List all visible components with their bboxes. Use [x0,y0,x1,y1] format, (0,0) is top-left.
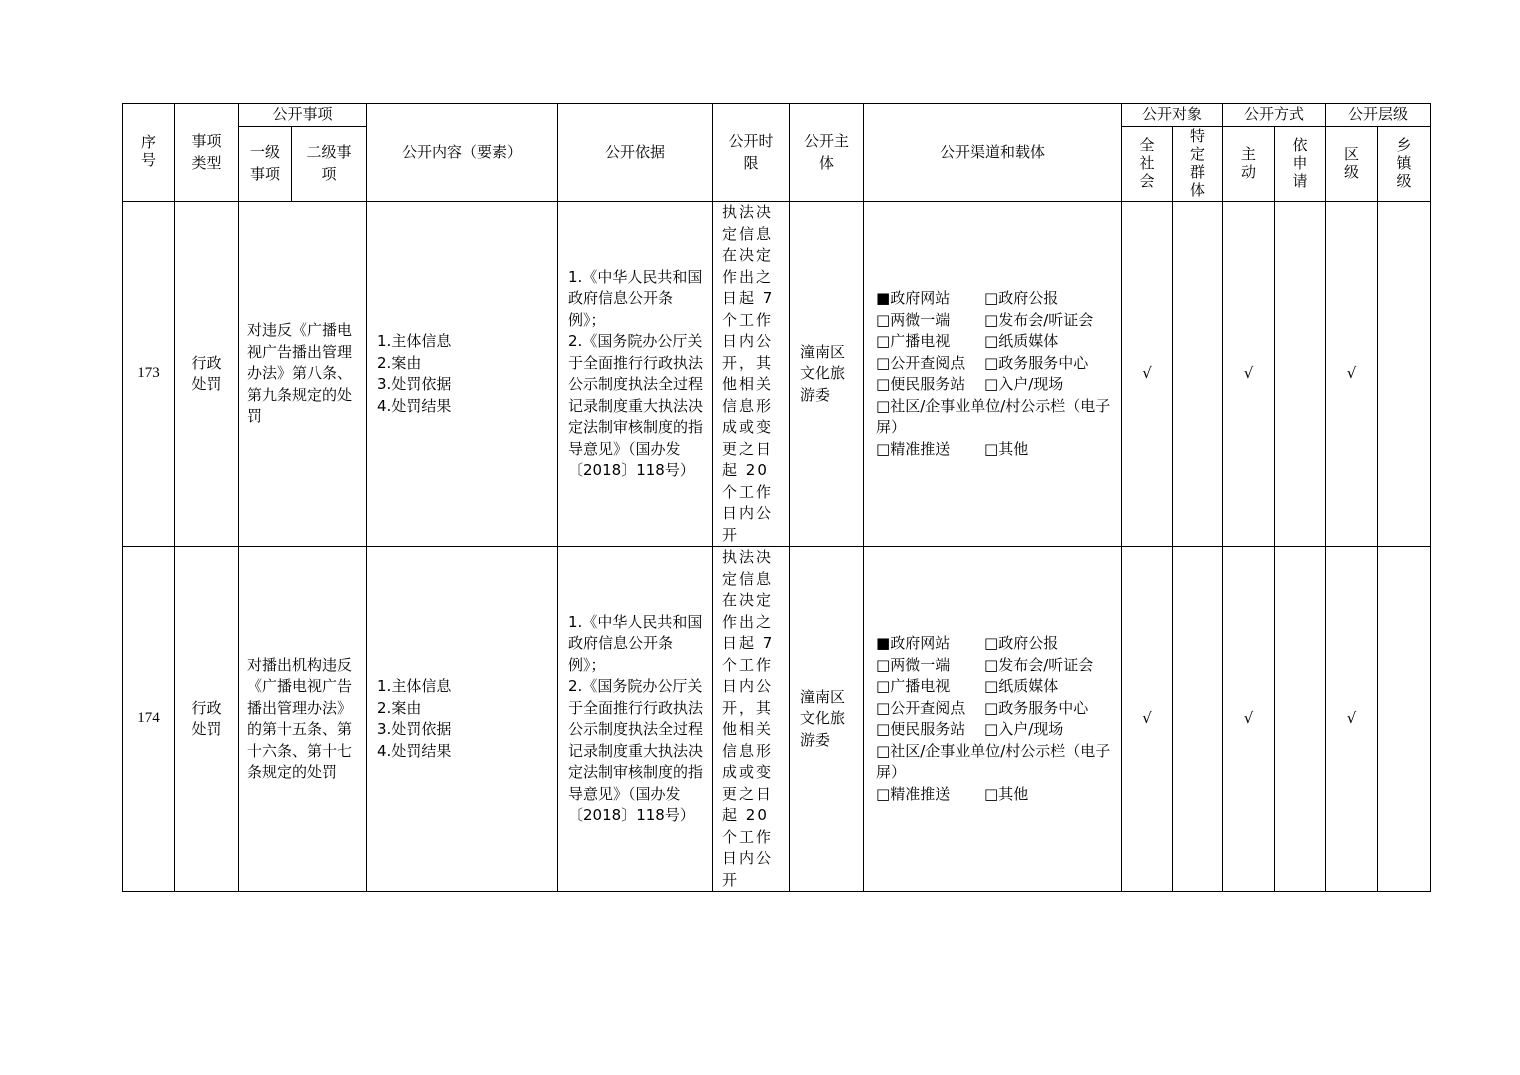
header-level-district: 区级 [1326,126,1378,202]
header-item-l1: 一级事项 [239,126,292,202]
row-level-district: √ [1326,202,1378,547]
channel-option: □入户/现场 [984,720,1064,738]
content-line: 3.处罚依据 [377,375,452,393]
row-obj-all: √ [1122,547,1173,892]
content-line: 2.案由 [377,698,422,717]
row-basis [558,202,713,547]
row-level-town [1378,547,1431,892]
header-channel: 公开渠道和载体 [864,104,1122,202]
row-level-district: √ [1326,547,1378,892]
header-time-limit: 公开时限 [713,104,790,202]
channel-option: □发布会/听证会 [984,310,1094,329]
row-item: 对违反《广播电视广告播出管理办法》第八条、第九条规定的处罚 [239,202,367,547]
channel-option: □发布会/听证会 [984,655,1094,674]
channel-option: □广播电视 [876,332,951,350]
channel-option: ■政府网站 [876,289,951,307]
row-time-limit: 执法决定信息在决定作出之日起 7 个工作日内公开，其他相关信息形成或变更之日起 20 个工作日内公开 [713,202,790,547]
disclosure-table [122,103,1431,892]
row-obj-specific [1173,547,1223,892]
channel-option: □社区/企事业单位/村公示栏（电子屏） [876,396,1111,436]
channel-option: □其他 [984,439,1029,458]
header-seq: 序号 [123,104,175,202]
channel-option: □政府公报 [984,634,1059,652]
header-method-active: 主动 [1223,126,1275,202]
row-method-active: √ [1223,202,1275,547]
row-obj-specific [1173,202,1223,547]
content-line: 2.案由 [377,353,422,372]
channel-option: □便民服务站 [876,375,966,393]
row-seq: 174 [123,547,175,892]
content-line: 3.处罚依据 [377,720,452,738]
channel-option: □政府公报 [984,289,1059,307]
row-channels [864,202,1122,547]
content-line: 4.处罚结果 [377,741,452,760]
channel-option: □政务服务中心 [984,698,1089,717]
row-seq: 173 [123,202,175,547]
header-method-request: 依申请 [1275,126,1326,202]
basis-line: 2.《国务院办公厅关于全面推行行政执法公示制度执法全过程记录制度重大执法决定法制审核制度的指导意见》（国办发〔2018〕118号） [568,677,704,824]
channel-option: □公开查阅点 [876,698,966,717]
row-subject: 潼南区文化旅游委 [790,202,864,547]
channel-option: □其他 [984,784,1029,803]
row-subject: 潼南区文化旅游委 [790,547,864,892]
table-row [123,202,1431,547]
row-item: 对播出机构违反《广播电视广告播出管理办法》的第十五条、第十六条、第十七条规定的处罚 [239,547,367,892]
row-method-request [1275,202,1326,547]
channel-option: □两微一端 [876,310,951,329]
channel-option: ■政府网站 [876,634,951,652]
content-line: 1.主体信息 [377,677,452,695]
basis-line: 2.《国务院办公厅关于全面推行行政执法公示制度执法全过程记录制度重大执法决定法制审核制度的指导意见》（国办发〔2018〕118号） [568,332,704,479]
header-type: 事项类型 [175,104,239,202]
basis-line: 1.《中华人民共和国政府信息公开条例》； [568,267,703,329]
row-time-limit: 执法决定信息在决定作出之日起 7 个工作日内公开，其他相关信息形成或变更之日起 20 个工作日内公开 [713,547,790,892]
header-item-l2: 二级事项 [292,126,367,202]
channel-option: □广播电视 [876,677,951,695]
row-method-request [1275,547,1326,892]
row-content [367,202,558,547]
header-method-group: 公开方式 [1223,104,1326,127]
row-type: 行政处罚 [175,547,239,892]
header-content: 公开内容（要素） [367,104,558,202]
channel-option: □社区/企事业单位/村公示栏（电子屏） [876,741,1111,781]
channel-option: □便民服务站 [876,720,966,738]
row-obj-all: √ [1122,202,1173,547]
content-line: 4.处罚结果 [377,396,452,415]
header-level-town: 乡镇级 [1378,126,1431,202]
row-content [367,547,558,892]
header-obj-all: 全社会 [1122,126,1173,202]
row-level-town [1378,202,1431,547]
channel-option: □精准推送 [876,784,951,803]
header-subject: 公开主体 [790,104,864,202]
channel-option: □入户/现场 [984,375,1064,393]
channel-option: □纸质媒体 [984,677,1059,695]
row-type: 行政处罚 [175,202,239,547]
channel-option: □政务服务中心 [984,353,1089,372]
channel-option: □精准推送 [876,439,951,458]
channel-option: □两微一端 [876,655,951,674]
row-basis [558,547,713,892]
header-item-group: 公开事项 [239,104,367,127]
channel-option: □纸质媒体 [984,332,1059,350]
header-level-group: 公开层级 [1326,104,1431,127]
header-basis: 公开依据 [558,104,713,202]
table-row [123,547,1431,892]
basis-line: 1.《中华人民共和国政府信息公开条例》； [568,612,703,674]
channel-option: □公开查阅点 [876,353,966,372]
header-obj-specific: 特定群体 [1173,126,1223,202]
row-channels [864,547,1122,892]
header-object-group: 公开对象 [1122,104,1223,127]
content-line: 1.主体信息 [377,332,452,350]
row-method-active: √ [1223,547,1275,892]
